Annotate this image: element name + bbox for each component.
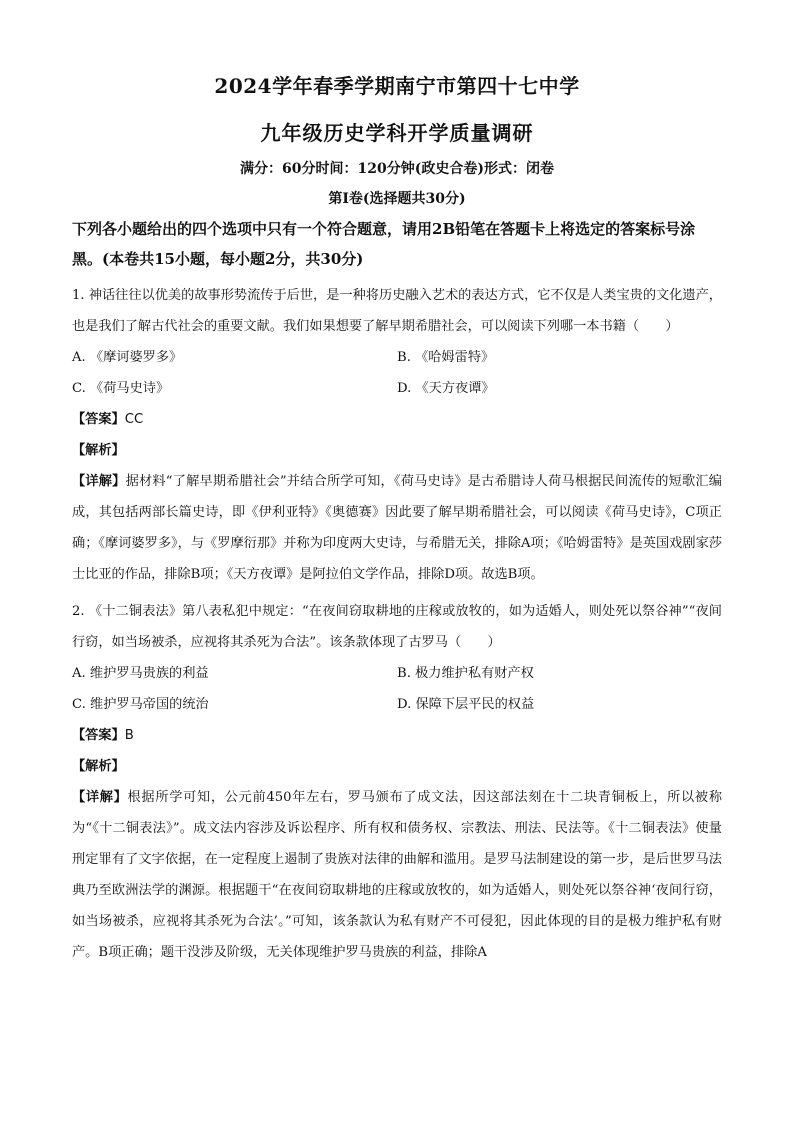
answer-label: 【答案】: [72, 728, 125, 743]
instructions: 下列各小题给出的四个选项中只有一个符合题意，请用2B铅笔在答题卡上将选定的答案标号涂黑。(本卷共15小题，每小题2分，共30分): [72, 220, 696, 268]
option-b: B. 《哈姆雷特》: [397, 350, 495, 365]
detail-text: 根据所学可知，公元前450年左右，罗马颁布了成文法，因这部法刻在十二块青铜板上，所以被称为“《十二铜表法》”。成文法内容涉及诉讼程序、所有权和债务权、宗教法、刑法、民法等。《十二铜表法》使量刑定罪有了文字依据，在一定程度上遏制了贵族对法律的曲解和滥用。是罗马法制建设的第一步，是后世罗马法典乃至欧洲法学的渊源。根据题干“在夜间窃取耕地的庄稼或放牧的，如为适婚人，则处死以祭谷神‘夜间行窃，如当场被杀，应视将其杀死为合法’。”可知，该条款认为私有财产不可侵犯，因此体现的目的是极力维护私有财产。B项正确；题干没涉及阶级，无关体现维护罗马贵族的利益，排除A: [72, 790, 723, 960]
section-heading: 第Ⅰ卷(选择题共30分): [328, 191, 466, 207]
question-stem: 1. 神话往往以优美的故事形势流传于后世，是一种将历史融入艺术的表达方式，它不仅是人类宝贵的文化遗产，也是我们了解古代社会的重要文献。我们如果想要了解早期希腊社会，可以阅读下列哪一本书籍（ ）: [72, 288, 722, 334]
answer-value: B: [124, 728, 134, 743]
analysis-line: [72, 435, 722, 466]
options: [72, 658, 722, 720]
option-c: C. 维护罗马帝国的统治: [72, 697, 209, 712]
option-b: B. 极力维护私有财产权: [397, 666, 534, 681]
answer-label: 【答案】: [72, 412, 125, 427]
exam-title-line1: 2024学年春季学期南宁市第四十七中学: [214, 74, 580, 98]
detail-paragraph: [72, 466, 722, 590]
option-c: C. 《荷马史诗》: [72, 381, 170, 396]
question-1: [72, 280, 722, 590]
detail-text: 据材料“了解早期希腊社会”并结合所学可知，《荷马史诗》是古希腊诗人荷马根据民间流传的短歌汇编成，其包括两部长篇史诗，即《伊利亚特》《奥德赛》因此要了解早期希腊社会，可以阅读《荷马史诗》，C项正确；《摩诃婆罗多》，与《罗摩衍那》并称为印度两大史诗，与希腊无关，排除A项；《哈姆雷特》是英国戏剧家莎士比亚的作品，排除B项；《天方夜谭》是阿拉伯文学作品，排除D项。故选B项。: [72, 474, 722, 582]
exam-title-line2: 九年级历史学科开学质量调研: [260, 121, 534, 145]
answer-value: CC: [124, 412, 144, 427]
detail-label: 【详解】: [72, 790, 128, 805]
answer-line: [72, 720, 722, 751]
options: [72, 342, 722, 404]
option-d: D. 《天方夜谭》: [397, 381, 495, 396]
option-d: D. 保障下层平民的权益: [397, 697, 535, 712]
analysis-line: [72, 751, 722, 782]
option-a: A. 维护罗马贵族的利益: [72, 666, 209, 681]
answer-line: [72, 404, 722, 435]
question-stem: 2. 《十二铜表法》第八表私犯中规定：“在夜间窃取耕地的庄稼或放牧的，如为适婚人，则处死以祭谷神”“夜间行窃，如当场被杀，应视将其杀死为合法”。该条款体现了古罗马（ ）: [72, 604, 722, 650]
analysis-label: 【解析】: [72, 443, 125, 458]
exam-meta: 满分：60分时间：120分钟(政史合卷)形式：闭卷: [240, 161, 554, 177]
detail-paragraph: [72, 782, 722, 968]
detail-label: 【详解】: [72, 474, 126, 489]
analysis-label: 【解析】: [72, 759, 125, 774]
option-a: A. 《摩诃婆罗多》: [72, 350, 183, 365]
question-2: [72, 596, 722, 968]
